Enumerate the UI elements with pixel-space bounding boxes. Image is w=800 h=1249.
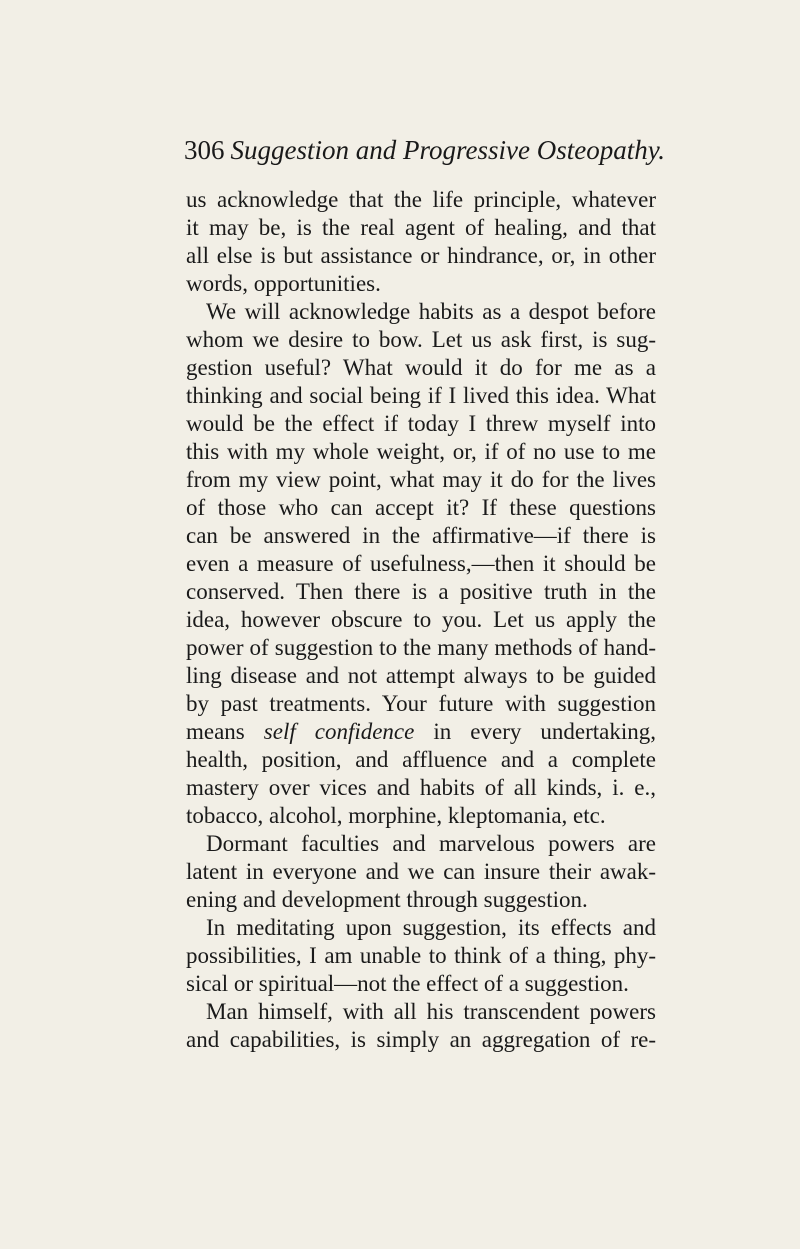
text-line: idea, however obscure to you. Let us apply the [186,607,656,632]
text-line: gestion useful? What would it do for me as a [186,355,656,380]
body-text [186,186,656,1054]
text-line: words, opportunities. [186,271,381,296]
text-line: power of suggestion to the many methods of hand- [186,635,656,660]
text-line: In meditating upon suggestion, its effects and [206,915,656,940]
text-line [186,718,656,746]
text-line: this with my whole weight, or, if of no use to me [186,439,656,464]
text-line: sical or spiritual—not the effect of a suggestion. [186,971,629,996]
text-line: by past treatments. Your future with suggestion [186,691,656,716]
text-line: latent in everyone and we can insure their awak- [186,859,656,884]
text-line: Dormant faculties and marvelous powers are [206,831,656,856]
text-fragment: in every undertaking, [414,719,656,744]
italic-phrase: self confidence [263,719,415,744]
text-line: tobacco, alcohol, morphine, kleptomania, etc. [186,803,606,828]
page-number: 306 [184,135,225,165]
text-line: conserved. Then there is a positive truth in the [186,579,656,604]
text-line: ling disease and not attempt always to be guided [186,663,656,688]
text-line: would be the effect if today I threw myself into [186,411,656,436]
text-line: of those who can accept it? If these questions [186,495,656,520]
text-line: even a measure of usefulness,—then it should be [186,551,656,576]
text-line: and capabilities, is simply an aggregation of re- [186,1027,656,1052]
text-line: us acknowledge that the life principle, whatever [186,187,656,212]
text-fragment: means [186,719,264,744]
text-line: can be answered in the affirmative—if there is [186,523,656,548]
text-line: Man himself, with all his transcendent powers [206,999,656,1024]
text-line: thinking and social being if I lived this idea. What [186,383,656,408]
text-line: from my view point, what may it do for the lives [186,467,656,492]
text-line: it may be, is the real agent of healing, and that [186,215,656,240]
running-title: Suggestion and Progressive Osteopathy. [230,135,665,165]
text-line: ening and development through suggestion. [186,887,588,912]
text-line: health, position, and affluence and a complete [186,747,656,772]
text-line: possibilities, I am unable to think of a thing, phy- [186,943,656,968]
text-line: all else is but assistance or hindrance, or, in other [186,243,656,268]
text-line: mastery over vices and habits of all kinds, i. e., [186,775,656,800]
text-line: whom we desire to bow. Let us ask first, is sug- [186,327,656,352]
running-head [184,133,664,167]
text-line: We will acknowledge habits as a despot before [206,299,656,324]
